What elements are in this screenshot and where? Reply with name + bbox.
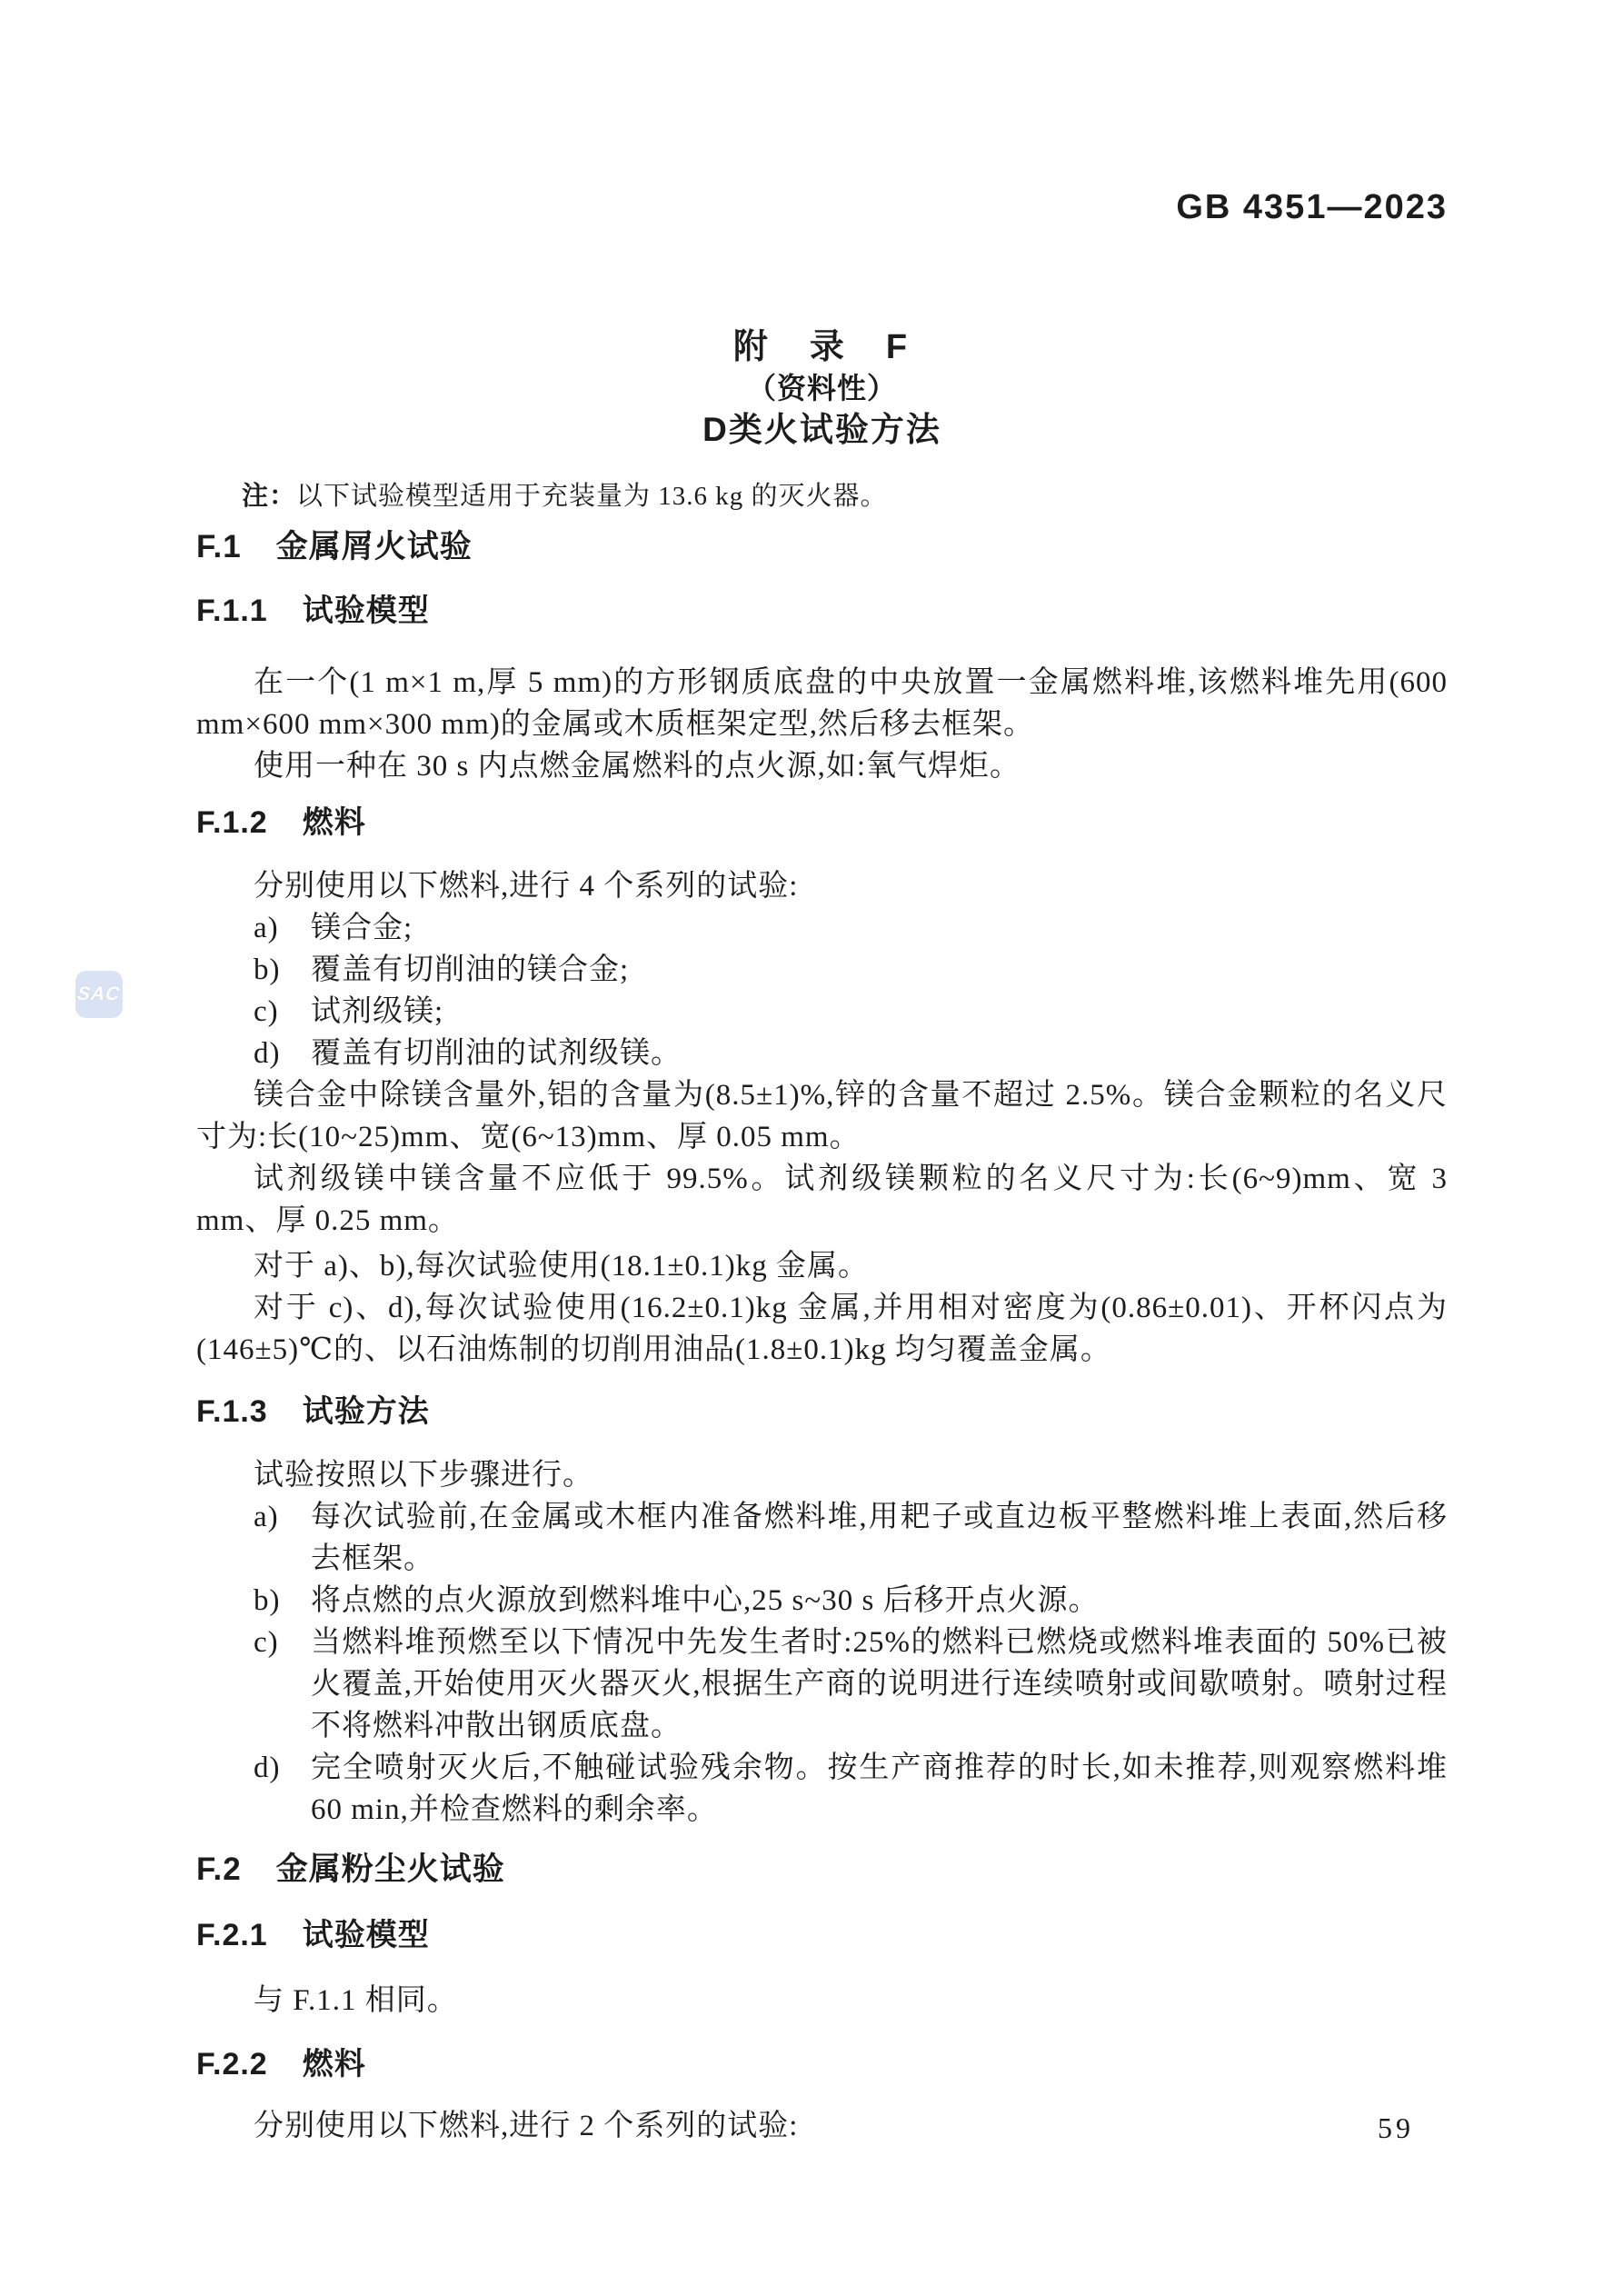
list-marker: b) bbox=[254, 953, 281, 986]
section-number: F.1.3 bbox=[196, 1394, 268, 1429]
list-item bbox=[254, 1580, 1448, 1622]
section-title: 燃料 bbox=[302, 805, 366, 840]
section-heading-f12 bbox=[196, 802, 1448, 844]
section-title: 金属粉尘火试验 bbox=[275, 1852, 505, 1887]
paragraph-f12-3: 对于 a)、b),每次试验使用(18.1±0.1)kg 金属。 bbox=[254, 1250, 869, 1283]
section-title: 试验方法 bbox=[302, 1394, 430, 1429]
section-number: F.1.1 bbox=[196, 594, 268, 628]
list-item bbox=[254, 1033, 1448, 1074]
list-marker: d) bbox=[254, 1037, 281, 1070]
appendix-title: 附 录 F bbox=[732, 328, 911, 366]
paragraph-f11-1: 在一个(1 m×1 m,厚 5 mm)的方形钢质底盘的中央放置一金属燃料堆,该燃料堆先用(600 mm×600 mm×300 mm)的金属或木质框架定型,然后移去框架。 bbox=[196, 666, 1448, 741]
section-title: 试验模型 bbox=[302, 594, 430, 628]
section-heading-f1 bbox=[196, 526, 1448, 568]
list-item bbox=[254, 1622, 1448, 1747]
section-number: F.2.2 bbox=[196, 2047, 268, 2081]
paragraph-f21-1: 与 F.1.1 相同。 bbox=[254, 1984, 458, 2017]
page-content bbox=[196, 0, 1448, 2147]
list-item bbox=[254, 949, 1448, 991]
list-text: 每次试验前,在金属或木框内准备燃料堆,用耙子或直边板平整燃料堆上表面,然后移去框架。 bbox=[311, 1501, 1448, 1575]
section-heading-f22 bbox=[196, 2043, 1448, 2085]
section-heading-f11 bbox=[196, 590, 1448, 632]
section-title: 燃料 bbox=[302, 2047, 366, 2081]
paragraph-f22-intro: 分别使用以下燃料,进行 2 个系列的试验: bbox=[254, 2110, 799, 2142]
note-text: 以下试验模型适用于充装量为 13.6 kg 的灭火器。 bbox=[296, 482, 888, 511]
section-heading-f13 bbox=[196, 1391, 1448, 1433]
list-text: 覆盖有切削油的镁合金; bbox=[311, 953, 630, 986]
list-text: 完全喷射灭火后,不触碰试验残余物。按生产商推荐的时长,如未推荐,则观察燃料堆 60 min,并检查燃料的剩余率。 bbox=[311, 1752, 1449, 1826]
list-text: 镁合金; bbox=[311, 912, 413, 944]
sac-watermark-text: SAC bbox=[76, 983, 122, 1004]
sac-watermark-logo bbox=[75, 971, 123, 1018]
section-number: F.1 bbox=[196, 529, 242, 564]
list-marker: d) bbox=[254, 1752, 281, 1784]
section-title: 金属屑火试验 bbox=[275, 529, 473, 564]
list-marker: a) bbox=[254, 1501, 279, 1533]
paragraph-f12-1: 镁合金中除镁含量外,铝的含量为(8.5±1)%,锌的含量不超过 2.5%。镁合金颗粒的名义尺寸为:长(10~25)mm、宽(6~13)mm、厚 0.05 mm。 bbox=[196, 1079, 1448, 1153]
paragraph-f11-2: 使用一种在 30 s 内点燃金属燃料的点火源,如:氧气焊炬。 bbox=[254, 750, 1021, 783]
section-title: 试验模型 bbox=[302, 1918, 430, 1952]
list-item bbox=[254, 991, 1448, 1033]
list-item bbox=[254, 907, 1448, 949]
appendix-title-block bbox=[196, 326, 1448, 452]
list-marker: a) bbox=[254, 912, 279, 944]
list-marker: b) bbox=[254, 1584, 281, 1617]
section-number: F.2 bbox=[196, 1852, 242, 1887]
paragraph-f12-intro: 分别使用以下燃料,进行 4 个系列的试验: bbox=[254, 870, 799, 903]
list-text: 当燃料堆预燃至以下情况中先发生者时:25%的燃料已燃烧或燃料堆表面的 50%已被火覆盖,开始使用灭火器灭火,根据生产商的说明进行连续喷射或间歇喷射。喷射过程不将燃料冲散出钢质底盘。 bbox=[311, 1626, 1448, 1742]
list-item bbox=[254, 1496, 1448, 1580]
paragraph-f13-intro: 试验按照以下步骤进行。 bbox=[254, 1459, 593, 1492]
list-marker: c) bbox=[254, 995, 279, 1028]
list-item bbox=[254, 1747, 1448, 1831]
appendix-subtitle: （资料性） bbox=[746, 372, 897, 404]
note-label: 注： bbox=[242, 482, 297, 511]
list-text: 试剂级镁; bbox=[311, 995, 444, 1028]
paragraph-f12-4: 对于 c)、d),每次试验使用(16.2±0.1)kg 金属,并用相对密度为(0.86±0.01)、开杯闪点为(146±5)℃的、以石油炼制的切削用油品(1.8±0.1)kg 均匀覆盖金属。 bbox=[196, 1292, 1448, 1366]
list-marker: c) bbox=[254, 1626, 279, 1659]
page-number: 59 bbox=[1378, 2111, 1414, 2144]
section-number: F.2.1 bbox=[196, 1918, 268, 1952]
note-paragraph bbox=[242, 475, 1448, 517]
standard-number-header: GB 4351—2023 bbox=[1176, 188, 1448, 226]
section-number: F.1.2 bbox=[196, 805, 268, 840]
list-text: 将点燃的点火源放到燃料堆中心,25 s~30 s 后移开点火源。 bbox=[311, 1584, 1100, 1617]
paragraph-f12-2: 试剂级镁中镁含量不应低于 99.5%。试剂级镁颗粒的名义尺寸为:长(6~9)mm、宽 3 mm、厚 0.25 mm。 bbox=[196, 1163, 1448, 1237]
section-heading-f2 bbox=[196, 1849, 1448, 1891]
section-heading-f21 bbox=[196, 1914, 1448, 1956]
list-text: 覆盖有切削油的试剂级镁。 bbox=[311, 1037, 682, 1070]
appendix-heading: D类火试验方法 bbox=[702, 411, 941, 448]
